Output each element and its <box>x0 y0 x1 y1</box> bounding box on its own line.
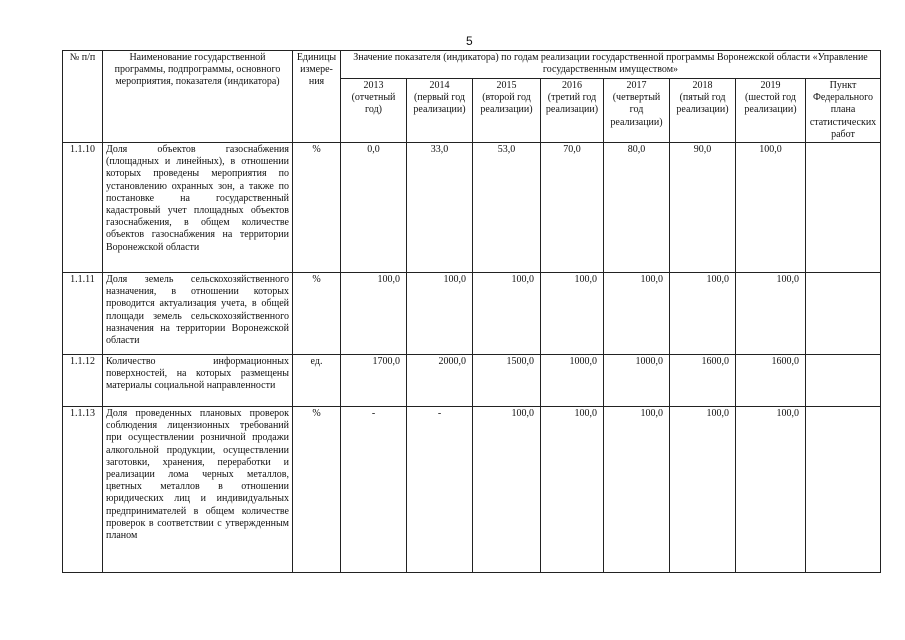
year-note: (четвертый год реализации) <box>610 92 663 128</box>
row-value-2017: 100,0 <box>604 273 670 355</box>
row-value-2015: 53,0 <box>473 143 541 273</box>
row-value-2013: - <box>341 407 407 573</box>
header-name: Наименование государственной программы, подпрограммы, основного мероприятия, показателя (индикатора) <box>103 51 293 143</box>
row-value-2019: 100,0 <box>736 273 806 355</box>
row-plan <box>806 143 881 273</box>
header-year-2015 <box>473 79 541 143</box>
year-label: 2018 <box>692 80 713 91</box>
table-row <box>63 143 881 273</box>
header-year-2016 <box>541 79 604 143</box>
row-value-2014: 100,0 <box>407 273 473 355</box>
year-label: 2017 <box>626 80 647 91</box>
header-unit: Единицы измере-ния <box>293 51 341 143</box>
row-value-2019: 100,0 <box>736 143 806 273</box>
row-value-2018: 100,0 <box>670 407 736 573</box>
row-value-2016: 1000,0 <box>541 355 604 407</box>
header-year-2018 <box>670 79 736 143</box>
row-value-2013: 1700,0 <box>341 355 407 407</box>
row-value-2017: 1000,0 <box>604 355 670 407</box>
row-value-2018: 90,0 <box>670 143 736 273</box>
year-note: (второй год реализации) <box>480 92 533 116</box>
header-year-2013 <box>341 79 407 143</box>
row-value-2016: 100,0 <box>541 273 604 355</box>
row-value-2013: 100,0 <box>341 273 407 355</box>
row-value-2018: 1600,0 <box>670 355 736 407</box>
table-row <box>63 355 881 407</box>
year-note: (третий год реализации) <box>545 92 599 116</box>
row-name: Доля земель сельскохозяйственного назначения, в отношении которых проводится актуализация учета, в общей площади земель сельскохозяйственного назначения на территории Воронежской области <box>103 273 293 355</box>
row-value-2016: 70,0 <box>541 143 604 273</box>
header-year-2017 <box>604 79 670 143</box>
row-name: Количество информационных поверхностей, на которых размещены материалы социальной направленности <box>103 355 293 407</box>
row-number: 1.1.11 <box>63 273 103 355</box>
year-note: (отчетный год) <box>351 92 396 116</box>
row-unit: % <box>293 407 341 573</box>
year-label: 2013 <box>363 80 384 91</box>
header-year-2019 <box>736 79 806 143</box>
row-value-2018: 100,0 <box>670 273 736 355</box>
year-note: (первый год реализации) <box>413 92 466 116</box>
row-value-2019: 100,0 <box>736 407 806 573</box>
row-value-2015: 1500,0 <box>473 355 541 407</box>
row-unit: % <box>293 143 341 273</box>
row-value-2015: 100,0 <box>473 407 541 573</box>
row-number: 1.1.12 <box>63 355 103 407</box>
row-value-2019: 1600,0 <box>736 355 806 407</box>
row-value-2017: 80,0 <box>604 143 670 273</box>
year-label: 2015 <box>496 80 517 91</box>
row-unit: % <box>293 273 341 355</box>
page-number: 5 <box>466 34 473 48</box>
year-label: 2014 <box>429 80 450 91</box>
header-number: № п/п <box>63 51 103 143</box>
header-year-2014 <box>407 79 473 143</box>
header-plan: Пункт Федерального плана статистических работ <box>806 79 881 143</box>
header-row-top <box>63 51 881 79</box>
indicators-table <box>62 50 881 573</box>
row-number: 1.1.10 <box>63 143 103 273</box>
row-value-2013: 0,0 <box>341 143 407 273</box>
row-name: Доля объектов газоснабжения (площадных и линейных), в отношении которых проведены мероприятия по установлению охранных зон, а также по постановке на государственный кадастровый учет площадных объектов газоснабжения, в общем количестве объектов газоснабжения на территории Воронежской области <box>103 143 293 273</box>
row-value-2014: - <box>407 407 473 573</box>
row-value-2017: 100,0 <box>604 407 670 573</box>
year-label: 2016 <box>562 80 582 91</box>
header-values: Значение показателя (индикатора) по годам реализации государственной программы Воронежской области «Управление государственным имуществом» <box>341 51 881 79</box>
row-unit: ед. <box>293 355 341 407</box>
row-plan <box>806 355 881 407</box>
row-plan <box>806 273 881 355</box>
table-row <box>63 407 881 573</box>
row-number: 1.1.13 <box>63 407 103 573</box>
row-value-2014: 33,0 <box>407 143 473 273</box>
year-note: (шестой год реализации) <box>744 92 797 116</box>
year-note: (пятый год реализации) <box>676 92 729 116</box>
table-row <box>63 273 881 355</box>
row-name: Доля проведенных плановых проверок соблюдения лицензионных требований при осуществлении розничной продажи алкогольной продукции, осуществлении заготовки, хранения, переработки и реализации лома черных металлов, цветных металлов в отношении юридических лиц и индивидуальных предпринимателей в общем количестве проверок в соответствии с утвержденным планом <box>103 407 293 573</box>
row-value-2016: 100,0 <box>541 407 604 573</box>
row-plan <box>806 407 881 573</box>
year-label: 2019 <box>760 80 781 91</box>
row-value-2014: 2000,0 <box>407 355 473 407</box>
row-value-2015: 100,0 <box>473 273 541 355</box>
